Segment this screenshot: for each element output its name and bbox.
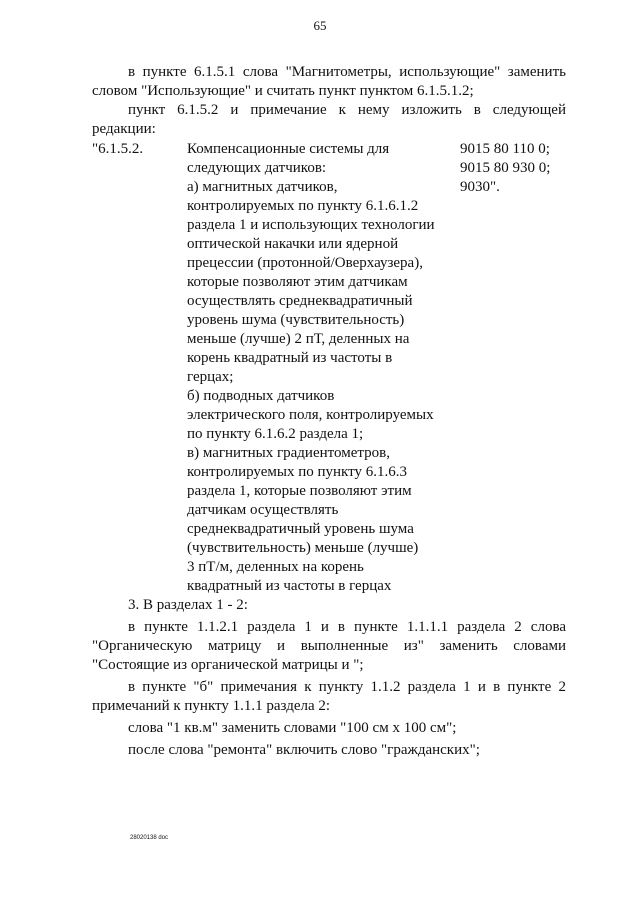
description-line: среднеквадратичный уровень шума [187, 521, 414, 537]
description-line: контролируемых по пункту 6.1.6.3 [187, 464, 407, 480]
description-line: осуществлять среднеквадратичный [187, 293, 413, 309]
description-line: следующих датчиков: [187, 160, 327, 176]
section3-line: в пункте 1.1.2.1 раздела 1 и в пункте 1.1.1.1 раздела 2 слова [128, 619, 566, 635]
section3-line: в пункте "б" примечания к пункту 1.1.2 раздела 1 и в пункте 2 [128, 679, 566, 695]
description-line: б) подводных датчиков [187, 388, 335, 404]
intro-line-3: пункт 6.1.5.2 и примечание к нему изложить в следующей [128, 102, 566, 118]
description-line: уровень шума (чувствительность) [187, 312, 405, 328]
section3-line: слова "1 кв.м" заменить словами "100 см х 100 см"; [128, 720, 457, 736]
code-line: 9030". [460, 179, 500, 195]
description-line: раздела 1, которые позволяют этим [187, 483, 412, 499]
section3-line: "Органическую матрицу и выполненные из" заменить словами [92, 638, 566, 654]
section3-line: после слова "ремонта" включить слово "гражданских"; [128, 742, 480, 758]
description-line: меньше (лучше) 2 пТ, деленных на [187, 331, 410, 347]
intro-line-2: словом "Использующие" и считать пункт пунктом 6.1.5.1.2; [92, 83, 474, 99]
intro-line-1: в пункте 6.1.5.1 слова "Магнитометры, использующие" заменить [128, 64, 566, 80]
section3-line: примечаний к пункту 1.1.1 раздела 2: [92, 698, 331, 714]
intro-line-4: редакции: [92, 121, 156, 137]
description-line: электрического поля, контролируемых [187, 407, 434, 423]
section3-heading: 3. В разделах 1 - 2: [128, 597, 248, 613]
description-line: прецессии (протонной/Оверхаузера), [187, 255, 423, 271]
code-line: 9015 80 930 0; [460, 160, 551, 176]
description-line: квадратный из частоты в герцах [187, 578, 392, 594]
section3-line: "Состоящие из органической матрицы и "; [92, 657, 364, 673]
description-line: 3 пТ/м, деленных на корень [187, 559, 364, 575]
description-line: датчикам осуществлять [187, 502, 339, 518]
code-line: 9015 80 110 0; [460, 141, 550, 157]
description-line: корень квадратный из частоты в [187, 350, 393, 366]
description-line: Компенсационные системы для [187, 141, 390, 157]
description-line: (чувствительность) меньше (лучше) [187, 540, 419, 556]
footer-code: 28020138 doc [130, 835, 169, 841]
description-line: по пункту 6.1.6.2 раздела 1; [187, 426, 364, 442]
description-line: герцах; [187, 369, 234, 385]
description-line: в) магнитных градиентометров, [187, 445, 390, 461]
description-line: оптической накачки или ядерной [187, 236, 399, 252]
description-line: раздела 1 и использующих технологии [187, 217, 435, 233]
description-line: которые позволяют этим датчикам [187, 274, 408, 290]
item-number: "6.1.5.2. [92, 141, 144, 157]
description-line: контролируемых по пункту 6.1.6.1.2 [187, 198, 419, 214]
page-number: 65 [313, 18, 327, 33]
description-line: а) магнитных датчиков, [187, 179, 338, 195]
